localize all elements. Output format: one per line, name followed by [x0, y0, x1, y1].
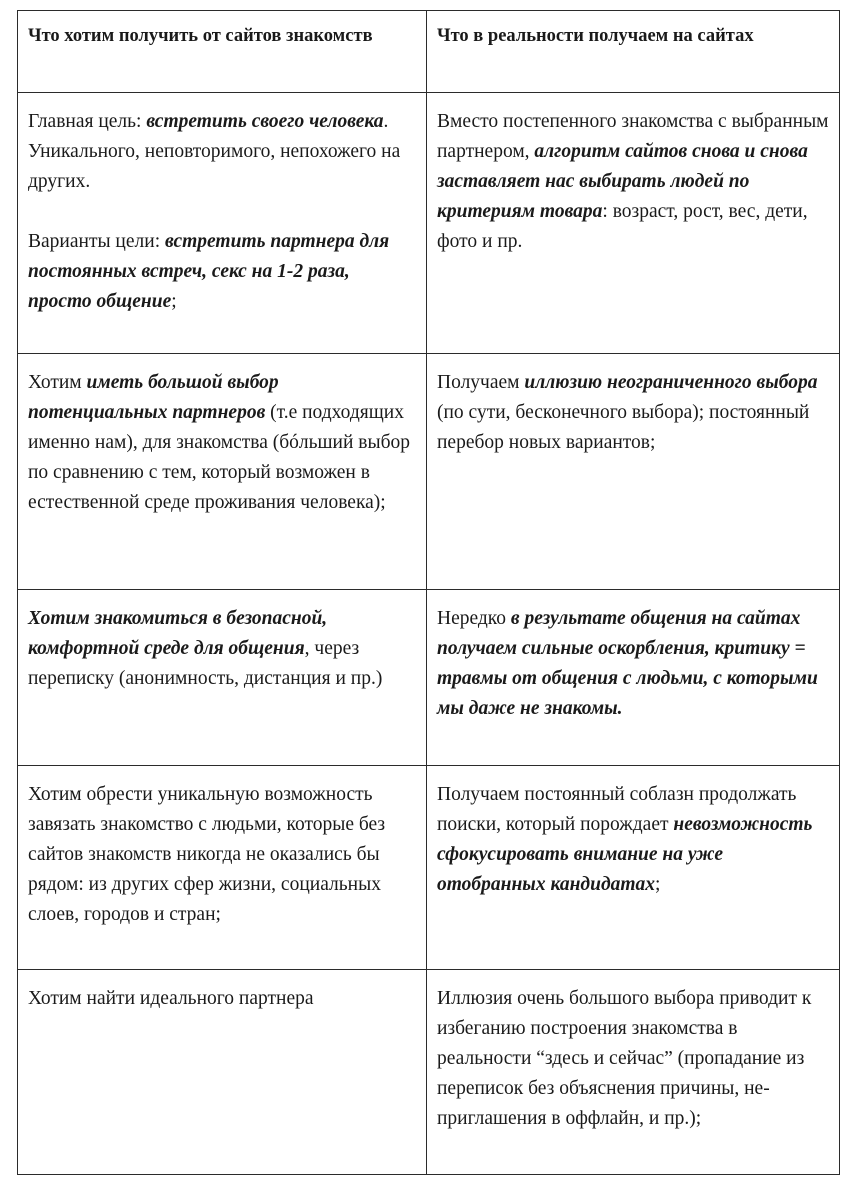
cell-paragraph: [28, 604, 416, 694]
body-text: (по сути, бесконечного выбора); постоянный перебор новых вариантов;: [437, 402, 810, 453]
comparison-table: [17, 10, 840, 1175]
body-text: Нередко: [437, 608, 511, 629]
body-text: ;: [171, 291, 177, 312]
body-text: Вместо постепенного знакомства с выбранным партнером,: [437, 111, 829, 162]
cell-paragraph: [437, 368, 829, 458]
table-header-row: [18, 11, 840, 93]
cell-reality: [427, 970, 840, 1175]
cell-paragraph: [28, 984, 416, 1014]
cell-paragraph: [28, 368, 416, 518]
body-text: Хотим обрести уникальную возможность завязать знакомство с людьми, которые без сайтов знакомств никогда не оказались бы рядом: из других сфер жизни, социальных слоев, городов и стран;: [28, 784, 386, 925]
body-text: Варианты цели:: [28, 231, 165, 252]
emphasis-text: алгоритм сайтов снова и снова заставляет нас выбирать людей по критериям товара: [437, 141, 808, 222]
table-row: [18, 354, 840, 590]
body-text: ;: [655, 874, 661, 895]
emphasis-text: невозможность сфокусировать внимание на уже отобранных кандидатах: [437, 814, 813, 895]
cell-reality: [427, 93, 840, 354]
cell-paragraph: [437, 604, 829, 724]
emphasis-text: встретить партнера для постоянных встреч, секс на 1-2 раза, просто общение: [28, 231, 390, 312]
cell-paragraph: [437, 984, 829, 1134]
cell-reality: [427, 354, 840, 590]
table-row: [18, 93, 840, 354]
cell-want: [18, 354, 427, 590]
body-text: . Уникального, неповторимого, непохожего на других.: [28, 111, 401, 192]
emphasis-text: иметь большой выбор потенциальных партнеров: [28, 372, 279, 423]
table-row: [18, 590, 840, 766]
emphasis-text: встретить своего человека: [146, 111, 384, 132]
cell-want: [18, 93, 427, 354]
body-text: Получаем: [437, 372, 525, 393]
cell-reality: [427, 766, 840, 970]
cell-want: [18, 590, 427, 766]
body-text: Иллюзия очень большого выбора приводит к избеганию построения знакомства в реальности “здесь и сейчас” (пропадание из переписок без объяснения причины, не-приглашения в оффлайн, и пр.);: [437, 988, 812, 1129]
cell-paragraph: [28, 227, 416, 317]
table-row: [18, 766, 840, 970]
cell-reality: [427, 590, 840, 766]
cell-paragraph: [437, 107, 829, 257]
cell-want: [18, 766, 427, 970]
body-text: Главная цель:: [28, 111, 147, 132]
emphasis-text: в результате общения на сайтах получаем сильные оскорбления, критику = травмы от общения с людьми, с которыми мы даже не знакомы.: [437, 608, 818, 719]
emphasis-text: иллюзию неограниченного выбора: [524, 372, 818, 393]
table-row: [18, 970, 840, 1175]
body-text: Хотим: [28, 372, 87, 393]
cell-paragraph: [28, 107, 416, 197]
cell-paragraph: [437, 780, 829, 900]
cell-paragraph: [28, 780, 416, 930]
body-text: : возраст, рост, вес, дети, фото и пр.: [437, 201, 808, 252]
body-text: , через переписку (анонимность, дистанция и пр.): [28, 638, 383, 689]
cell-want: [18, 970, 427, 1175]
body-text: Получаем постоянный соблазн продолжать поиски, который порождает: [437, 784, 797, 835]
body-text: Хотим найти идеального партнера: [28, 988, 314, 1009]
emphasis-text: Хотим знакомиться в безопасной, комфортной среде для общения: [28, 608, 328, 659]
header-cell-want: Что хотим получить от сайтов знакомств: [18, 11, 427, 93]
body-text: (т.е подходящих именно нам), для знакомства (бóльший выбор по сравнению с тем, который возможен в естественной среде проживания человека);: [28, 402, 411, 513]
header-cell-reality: Что в реальности получаем на сайтах: [427, 11, 840, 93]
